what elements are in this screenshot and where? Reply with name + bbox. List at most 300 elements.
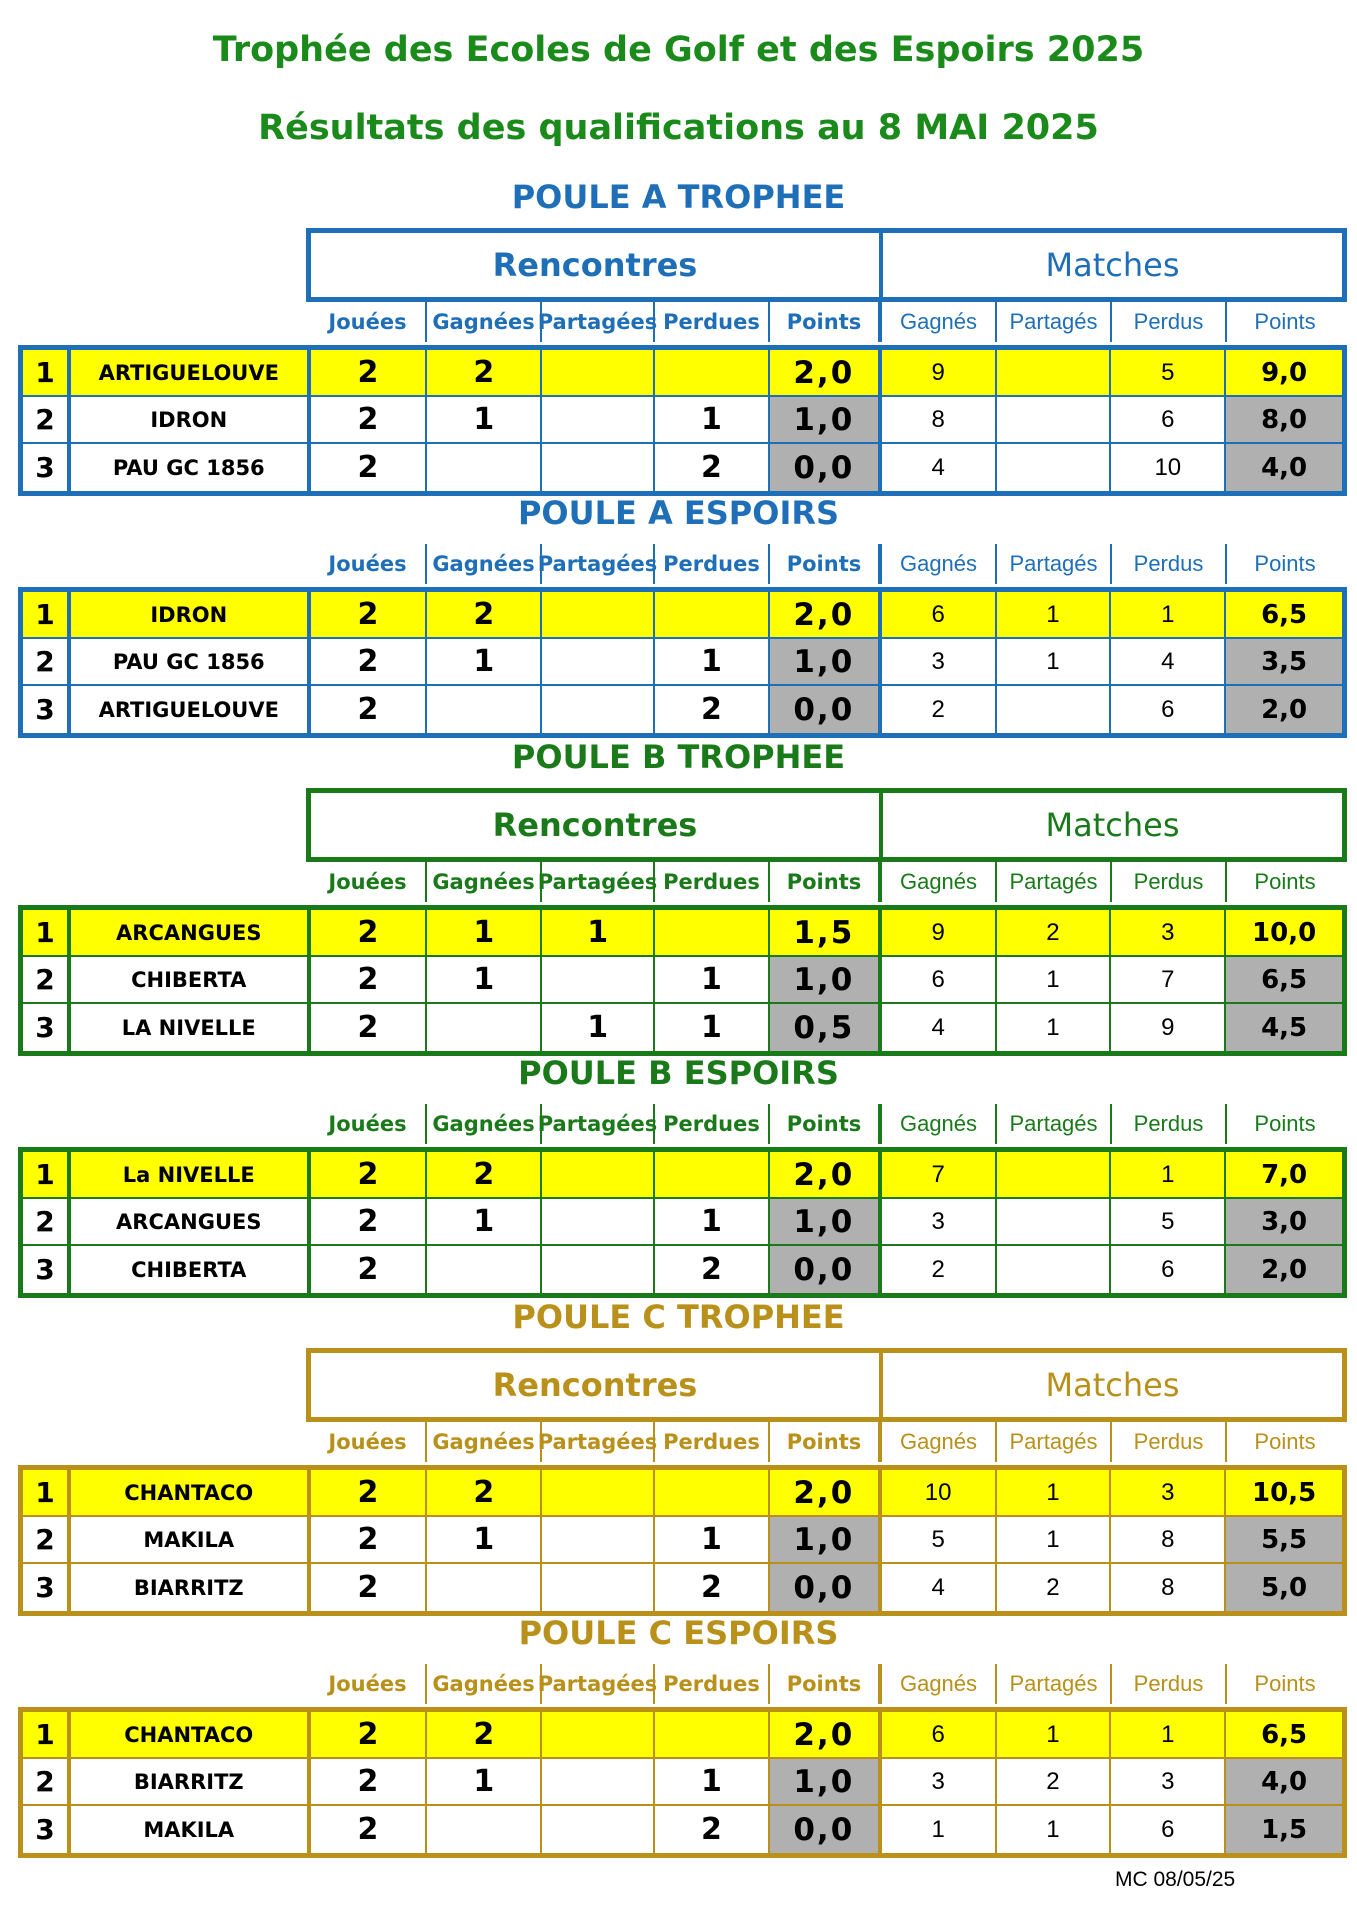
matches-points-cell: 6,5 bbox=[1226, 1712, 1342, 1757]
matches-points-cell: 6,5 bbox=[1226, 957, 1342, 1002]
column-headers bbox=[310, 862, 1343, 902]
rank-cell: 1 bbox=[23, 910, 71, 955]
matches-shared-cell: 2 bbox=[997, 1564, 1112, 1611]
points-cell: 0,0 bbox=[770, 444, 882, 491]
column-header: Points bbox=[770, 544, 882, 584]
column-header: Points bbox=[770, 1422, 882, 1462]
matches-lost-cell: 6 bbox=[1111, 1246, 1226, 1293]
matches-shared-cell: 1 bbox=[997, 1470, 1112, 1515]
lost-cell: 2 bbox=[655, 1564, 770, 1611]
column-header: Jouées bbox=[310, 544, 427, 584]
section-title: POULE A TROPHEE bbox=[511, 178, 846, 216]
column-header: Partagées bbox=[542, 1104, 655, 1144]
column-header: Gagnés bbox=[882, 862, 997, 902]
column-header: Gagnées bbox=[427, 1104, 542, 1144]
shared-cell bbox=[542, 1152, 655, 1197]
footer-note: MC 08/05/25 bbox=[1115, 1868, 1236, 1891]
lost-cell bbox=[655, 592, 770, 637]
shared-cell bbox=[542, 957, 655, 1002]
column-header: Points bbox=[1254, 1429, 1316, 1454]
shared-cell bbox=[542, 1806, 655, 1853]
points-cell: 1,5 bbox=[770, 910, 882, 955]
column-header: Perdus bbox=[1112, 1422, 1227, 1462]
matches-lost-cell: 8 bbox=[1111, 1564, 1226, 1611]
matches-won-cell: 2 bbox=[882, 1246, 997, 1293]
team-name-cell: PAU GC 1856 bbox=[71, 444, 311, 491]
table-row bbox=[23, 397, 1342, 444]
matches-points-cell: 10,5 bbox=[1226, 1470, 1342, 1515]
team-name-cell: ARCANGUES bbox=[71, 1199, 311, 1244]
column-header: Partagés bbox=[997, 862, 1112, 902]
section-title: POULE C ESPOIRS bbox=[518, 1614, 839, 1652]
column-header: Points bbox=[770, 862, 882, 902]
points-cell: 2,0 bbox=[770, 1152, 882, 1197]
matches-lost-cell: 6 bbox=[1111, 1806, 1226, 1853]
matches-shared-cell: 1 bbox=[997, 1004, 1112, 1051]
matches-shared-cell bbox=[997, 350, 1112, 395]
section-title: POULE A ESPOIRS bbox=[517, 494, 840, 532]
lost-cell: 2 bbox=[655, 1246, 770, 1293]
points-cell: 0,0 bbox=[770, 1246, 882, 1293]
matches-lost-cell: 1 bbox=[1111, 1712, 1226, 1757]
matches-points-cell: 5,5 bbox=[1226, 1517, 1342, 1562]
shared-cell bbox=[542, 686, 655, 733]
matches-points-cell: 5,0 bbox=[1226, 1564, 1342, 1611]
column-headers bbox=[310, 302, 1343, 342]
played-cell: 2 bbox=[311, 686, 428, 733]
column-header: Partagées bbox=[542, 862, 655, 902]
team-name-cell: CHIBERTA bbox=[71, 957, 311, 1002]
matches-lost-cell: 1 bbox=[1111, 592, 1226, 637]
rank-cell: 3 bbox=[23, 1806, 71, 1853]
column-header: Partagés bbox=[997, 1104, 1112, 1144]
played-cell: 2 bbox=[311, 1199, 428, 1244]
won-cell: 2 bbox=[427, 1470, 542, 1515]
matches-shared-cell: 2 bbox=[997, 1759, 1112, 1804]
team-name-cell: BIARRITZ bbox=[71, 1564, 311, 1611]
matches-header: Matches bbox=[1045, 246, 1180, 284]
table-row bbox=[23, 1517, 1342, 1564]
matches-lost-cell: 9 bbox=[1111, 1004, 1226, 1051]
column-header: Points bbox=[1254, 1671, 1316, 1696]
points-cell: 1,0 bbox=[770, 639, 882, 684]
shared-cell bbox=[542, 397, 655, 442]
column-header: Perdus bbox=[1112, 302, 1227, 342]
played-cell: 2 bbox=[311, 592, 428, 637]
lost-cell bbox=[655, 350, 770, 395]
shared-cell bbox=[542, 1517, 655, 1562]
rank-cell: 1 bbox=[23, 1152, 71, 1197]
column-header: Partagés bbox=[997, 1422, 1112, 1462]
matches-won-cell: 7 bbox=[882, 1152, 997, 1197]
matches-points-cell: 4,0 bbox=[1226, 444, 1342, 491]
matches-won-cell: 6 bbox=[882, 957, 997, 1002]
team-name-cell: BIARRITZ bbox=[71, 1759, 311, 1804]
shared-cell bbox=[542, 639, 655, 684]
table-row bbox=[23, 444, 1342, 491]
matches-won-cell: 5 bbox=[882, 1517, 997, 1562]
points-cell: 2,0 bbox=[770, 592, 882, 637]
played-cell: 2 bbox=[311, 639, 428, 684]
rank-cell: 2 bbox=[23, 1517, 71, 1562]
shared-cell bbox=[542, 1470, 655, 1515]
points-cell: 0,5 bbox=[770, 1004, 882, 1051]
matches-lost-cell: 5 bbox=[1111, 350, 1226, 395]
played-cell: 2 bbox=[311, 1759, 428, 1804]
column-header: Gagnés bbox=[882, 1422, 997, 1462]
results-table bbox=[18, 345, 1347, 496]
matches-won-cell: 3 bbox=[882, 1199, 997, 1244]
column-header: Points bbox=[770, 1104, 882, 1144]
table-row bbox=[23, 1564, 1342, 1611]
table-row bbox=[23, 910, 1342, 957]
played-cell: 2 bbox=[311, 1004, 428, 1051]
points-cell: 0,0 bbox=[770, 1806, 882, 1853]
points-cell: 2,0 bbox=[770, 1712, 882, 1757]
rank-cell: 1 bbox=[23, 1470, 71, 1515]
column-header: Points bbox=[1254, 869, 1316, 894]
played-cell: 2 bbox=[311, 1564, 428, 1611]
column-header: Partagés bbox=[997, 1664, 1112, 1704]
team-name-cell: CHIBERTA bbox=[71, 1246, 311, 1293]
matches-won-cell: 6 bbox=[882, 1712, 997, 1757]
shared-cell bbox=[542, 1759, 655, 1804]
matches-won-cell: 9 bbox=[882, 910, 997, 955]
points-cell: 1,0 bbox=[770, 1517, 882, 1562]
matches-lost-cell: 4 bbox=[1111, 639, 1226, 684]
table-row bbox=[23, 686, 1342, 733]
column-header: Points bbox=[770, 1664, 882, 1704]
matches-shared-cell: 1 bbox=[997, 1517, 1112, 1562]
rank-cell: 1 bbox=[23, 1712, 71, 1757]
won-cell: 1 bbox=[427, 910, 542, 955]
group-header bbox=[306, 788, 1347, 862]
team-name-cell: IDRON bbox=[71, 397, 311, 442]
matches-shared-cell bbox=[997, 1152, 1112, 1197]
matches-shared-cell bbox=[997, 397, 1112, 442]
rank-cell: 3 bbox=[23, 1004, 71, 1051]
column-header: Perdues bbox=[655, 1104, 770, 1144]
column-headers bbox=[310, 1104, 1343, 1144]
won-cell: 1 bbox=[427, 957, 542, 1002]
lost-cell: 2 bbox=[655, 686, 770, 733]
column-header: Points bbox=[770, 302, 882, 342]
table-row bbox=[23, 1004, 1342, 1051]
matches-points-cell: 6,5 bbox=[1226, 592, 1342, 637]
team-name-cell: MAKILA bbox=[71, 1806, 311, 1853]
rank-cell: 2 bbox=[23, 1199, 71, 1244]
played-cell: 2 bbox=[311, 1517, 428, 1562]
team-name-cell: ARTIGUELOUVE bbox=[71, 350, 311, 395]
points-cell: 2,0 bbox=[770, 1470, 882, 1515]
team-name-cell: ARTIGUELOUVE bbox=[71, 686, 311, 733]
lost-cell bbox=[655, 910, 770, 955]
matches-shared-cell bbox=[997, 444, 1112, 491]
lost-cell bbox=[655, 1712, 770, 1757]
matches-points-cell: 8,0 bbox=[1226, 397, 1342, 442]
column-header: Partagées bbox=[542, 302, 655, 342]
played-cell: 2 bbox=[311, 350, 428, 395]
lost-cell bbox=[655, 1152, 770, 1197]
team-name-cell: LA NIVELLE bbox=[71, 1004, 311, 1051]
lost-cell: 1 bbox=[655, 1759, 770, 1804]
matches-shared-cell bbox=[997, 1199, 1112, 1244]
matches-shared-cell bbox=[997, 1246, 1112, 1293]
won-cell: 1 bbox=[427, 639, 542, 684]
matches-shared-cell: 1 bbox=[997, 957, 1112, 1002]
won-cell: 2 bbox=[427, 1712, 542, 1757]
points-cell: 1,0 bbox=[770, 1759, 882, 1804]
won-cell bbox=[427, 1806, 542, 1853]
played-cell: 2 bbox=[311, 1806, 428, 1853]
shared-cell: 1 bbox=[542, 910, 655, 955]
column-header: Jouées bbox=[310, 1104, 427, 1144]
column-header: Perdus bbox=[1112, 544, 1227, 584]
matches-lost-cell: 7 bbox=[1111, 957, 1226, 1002]
points-cell: 1,0 bbox=[770, 397, 882, 442]
matches-points-cell: 3,5 bbox=[1226, 639, 1342, 684]
shared-cell bbox=[542, 592, 655, 637]
column-headers bbox=[310, 1664, 1343, 1704]
points-cell: 2,0 bbox=[770, 350, 882, 395]
matches-won-cell: 2 bbox=[882, 686, 997, 733]
table-row bbox=[23, 1712, 1342, 1759]
rank-cell: 3 bbox=[23, 1246, 71, 1293]
section-title: POULE C TROPHEE bbox=[512, 1298, 845, 1336]
column-header: Perdus bbox=[1112, 862, 1227, 902]
points-cell: 1,0 bbox=[770, 1199, 882, 1244]
matches-shared-cell: 2 bbox=[997, 910, 1112, 955]
column-header: Perdues bbox=[655, 1664, 770, 1704]
matches-won-cell: 4 bbox=[882, 444, 997, 491]
shared-cell: 1 bbox=[542, 1004, 655, 1051]
matches-lost-cell: 3 bbox=[1111, 910, 1226, 955]
won-cell bbox=[427, 1564, 542, 1611]
table-row bbox=[23, 1759, 1342, 1806]
column-header: Partagés bbox=[997, 544, 1112, 584]
points-cell: 0,0 bbox=[770, 1564, 882, 1611]
rank-cell: 2 bbox=[23, 1759, 71, 1804]
column-header: Partagées bbox=[542, 544, 655, 584]
column-header: Gagnées bbox=[427, 1422, 542, 1462]
column-header: Perdus bbox=[1112, 1664, 1227, 1704]
table-row bbox=[23, 1246, 1342, 1293]
column-header: Jouées bbox=[310, 1664, 427, 1704]
rank-cell: 2 bbox=[23, 639, 71, 684]
table-row bbox=[23, 592, 1342, 639]
group-header bbox=[306, 1348, 1347, 1422]
column-headers bbox=[310, 544, 1343, 584]
matches-lost-cell: 3 bbox=[1111, 1759, 1226, 1804]
table-row bbox=[23, 1152, 1342, 1199]
matches-won-cell: 6 bbox=[882, 592, 997, 637]
team-name-cell: IDRON bbox=[71, 592, 311, 637]
matches-shared-cell bbox=[997, 686, 1112, 733]
played-cell: 2 bbox=[311, 444, 428, 491]
rank-cell: 1 bbox=[23, 350, 71, 395]
column-headers bbox=[310, 1422, 1343, 1462]
column-header: Points bbox=[1254, 1111, 1316, 1136]
won-cell: 2 bbox=[427, 350, 542, 395]
won-cell: 1 bbox=[427, 1759, 542, 1804]
column-header: Points bbox=[1254, 309, 1316, 334]
results-table bbox=[18, 1465, 1347, 1616]
rank-cell: 3 bbox=[23, 444, 71, 491]
page-subtitle: Résultats des qualifications au 8 MAI 2025 bbox=[258, 108, 1099, 148]
won-cell bbox=[427, 686, 542, 733]
matches-points-cell: 4,5 bbox=[1226, 1004, 1342, 1051]
won-cell: 2 bbox=[427, 1152, 542, 1197]
matches-points-cell: 2,0 bbox=[1226, 686, 1342, 733]
matches-points-cell: 3,0 bbox=[1226, 1199, 1342, 1244]
won-cell bbox=[427, 1246, 542, 1293]
matches-header: Matches bbox=[1045, 806, 1180, 844]
column-header: Gagnées bbox=[427, 544, 542, 584]
played-cell: 2 bbox=[311, 1246, 428, 1293]
rank-cell: 3 bbox=[23, 686, 71, 733]
matches-won-cell: 4 bbox=[882, 1004, 997, 1051]
column-header: Jouées bbox=[310, 862, 427, 902]
column-header: Perdues bbox=[655, 302, 770, 342]
column-header: Perdues bbox=[655, 544, 770, 584]
page-title: Trophée des Ecoles de Golf et des Espoirs 2025 bbox=[212, 30, 1145, 70]
rank-cell: 1 bbox=[23, 592, 71, 637]
lost-cell: 1 bbox=[655, 1199, 770, 1244]
matches-shared-cell: 1 bbox=[997, 639, 1112, 684]
column-header: Gagnées bbox=[427, 1664, 542, 1704]
matches-points-cell: 2,0 bbox=[1226, 1246, 1342, 1293]
matches-lost-cell: 6 bbox=[1111, 686, 1226, 733]
matches-points-cell: 7,0 bbox=[1226, 1152, 1342, 1197]
lost-cell: 2 bbox=[655, 1806, 770, 1853]
shared-cell bbox=[542, 444, 655, 491]
rencontres-header: Rencontres bbox=[311, 1353, 883, 1417]
points-cell: 0,0 bbox=[770, 686, 882, 733]
results-table bbox=[18, 905, 1347, 1056]
matches-points-cell: 4,0 bbox=[1226, 1759, 1342, 1804]
won-cell bbox=[427, 444, 542, 491]
team-name-cell: La NIVELLE bbox=[71, 1152, 311, 1197]
lost-cell: 1 bbox=[655, 957, 770, 1002]
matches-header: Matches bbox=[1045, 1366, 1180, 1404]
rank-cell: 2 bbox=[23, 397, 71, 442]
lost-cell: 1 bbox=[655, 1004, 770, 1051]
column-header: Partagés bbox=[997, 302, 1112, 342]
team-name-cell: CHANTACO bbox=[71, 1470, 311, 1515]
table-row bbox=[23, 957, 1342, 1004]
column-header: Gagnés bbox=[882, 302, 997, 342]
column-header: Perdus bbox=[1112, 1104, 1227, 1144]
matches-lost-cell: 10 bbox=[1111, 444, 1226, 491]
won-cell: 1 bbox=[427, 397, 542, 442]
won-cell: 1 bbox=[427, 1517, 542, 1562]
lost-cell bbox=[655, 1470, 770, 1515]
table-row bbox=[23, 1470, 1342, 1517]
won-cell: 2 bbox=[427, 592, 542, 637]
lost-cell: 2 bbox=[655, 444, 770, 491]
matches-won-cell: 10 bbox=[882, 1470, 997, 1515]
matches-points-cell: 9,0 bbox=[1226, 350, 1342, 395]
matches-lost-cell: 1 bbox=[1111, 1152, 1226, 1197]
played-cell: 2 bbox=[311, 1712, 428, 1757]
played-cell: 2 bbox=[311, 910, 428, 955]
matches-lost-cell: 3 bbox=[1111, 1470, 1226, 1515]
shared-cell bbox=[542, 1712, 655, 1757]
column-header: Jouées bbox=[310, 302, 427, 342]
matches-lost-cell: 8 bbox=[1111, 1517, 1226, 1562]
shared-cell bbox=[542, 1199, 655, 1244]
results-table bbox=[18, 1147, 1347, 1298]
shared-cell bbox=[542, 1564, 655, 1611]
matches-won-cell: 4 bbox=[882, 1564, 997, 1611]
shared-cell bbox=[542, 350, 655, 395]
matches-shared-cell: 1 bbox=[997, 1712, 1112, 1757]
column-header: Gagnés bbox=[882, 544, 997, 584]
column-header: Jouées bbox=[310, 1422, 427, 1462]
column-header: Perdues bbox=[655, 1422, 770, 1462]
played-cell: 2 bbox=[311, 397, 428, 442]
lost-cell: 1 bbox=[655, 397, 770, 442]
rencontres-header: Rencontres bbox=[311, 793, 883, 857]
rank-cell: 3 bbox=[23, 1564, 71, 1611]
results-table bbox=[18, 1707, 1347, 1858]
team-name-cell: CHANTACO bbox=[71, 1712, 311, 1757]
matches-won-cell: 3 bbox=[882, 639, 997, 684]
played-cell: 2 bbox=[311, 1470, 428, 1515]
section-title: POULE B ESPOIRS bbox=[518, 1054, 839, 1092]
matches-lost-cell: 6 bbox=[1111, 397, 1226, 442]
rencontres-header: Rencontres bbox=[311, 233, 883, 297]
team-name-cell: PAU GC 1856 bbox=[71, 639, 311, 684]
matches-won-cell: 1 bbox=[882, 1806, 997, 1853]
column-header: Gagnées bbox=[427, 302, 542, 342]
matches-shared-cell: 1 bbox=[997, 1806, 1112, 1853]
won-cell: 1 bbox=[427, 1199, 542, 1244]
matches-points-cell: 1,5 bbox=[1226, 1806, 1342, 1853]
column-header: Gagnés bbox=[882, 1104, 997, 1144]
matches-won-cell: 9 bbox=[882, 350, 997, 395]
table-row bbox=[23, 350, 1342, 397]
matches-shared-cell: 1 bbox=[997, 592, 1112, 637]
table-row bbox=[23, 639, 1342, 686]
matches-won-cell: 3 bbox=[882, 1759, 997, 1804]
lost-cell: 1 bbox=[655, 1517, 770, 1562]
team-name-cell: MAKILA bbox=[71, 1517, 311, 1562]
played-cell: 2 bbox=[311, 1152, 428, 1197]
team-name-cell: ARCANGUES bbox=[71, 910, 311, 955]
column-header: Gagnées bbox=[427, 862, 542, 902]
table-row bbox=[23, 1806, 1342, 1853]
column-header: Perdues bbox=[655, 862, 770, 902]
column-header: Points bbox=[1254, 551, 1316, 576]
matches-points-cell: 10,0 bbox=[1226, 910, 1342, 955]
section-title: POULE B TROPHEE bbox=[511, 738, 846, 776]
column-header: Partagées bbox=[542, 1664, 655, 1704]
played-cell: 2 bbox=[311, 957, 428, 1002]
column-header: Partagées bbox=[542, 1422, 655, 1462]
results-table bbox=[18, 587, 1347, 738]
won-cell bbox=[427, 1004, 542, 1051]
rank-cell: 2 bbox=[23, 957, 71, 1002]
matches-won-cell: 8 bbox=[882, 397, 997, 442]
group-header bbox=[306, 228, 1347, 302]
column-header: Gagnés bbox=[882, 1664, 997, 1704]
points-cell: 1,0 bbox=[770, 957, 882, 1002]
lost-cell: 1 bbox=[655, 639, 770, 684]
table-row bbox=[23, 1199, 1342, 1246]
matches-lost-cell: 5 bbox=[1111, 1199, 1226, 1244]
shared-cell bbox=[542, 1246, 655, 1293]
